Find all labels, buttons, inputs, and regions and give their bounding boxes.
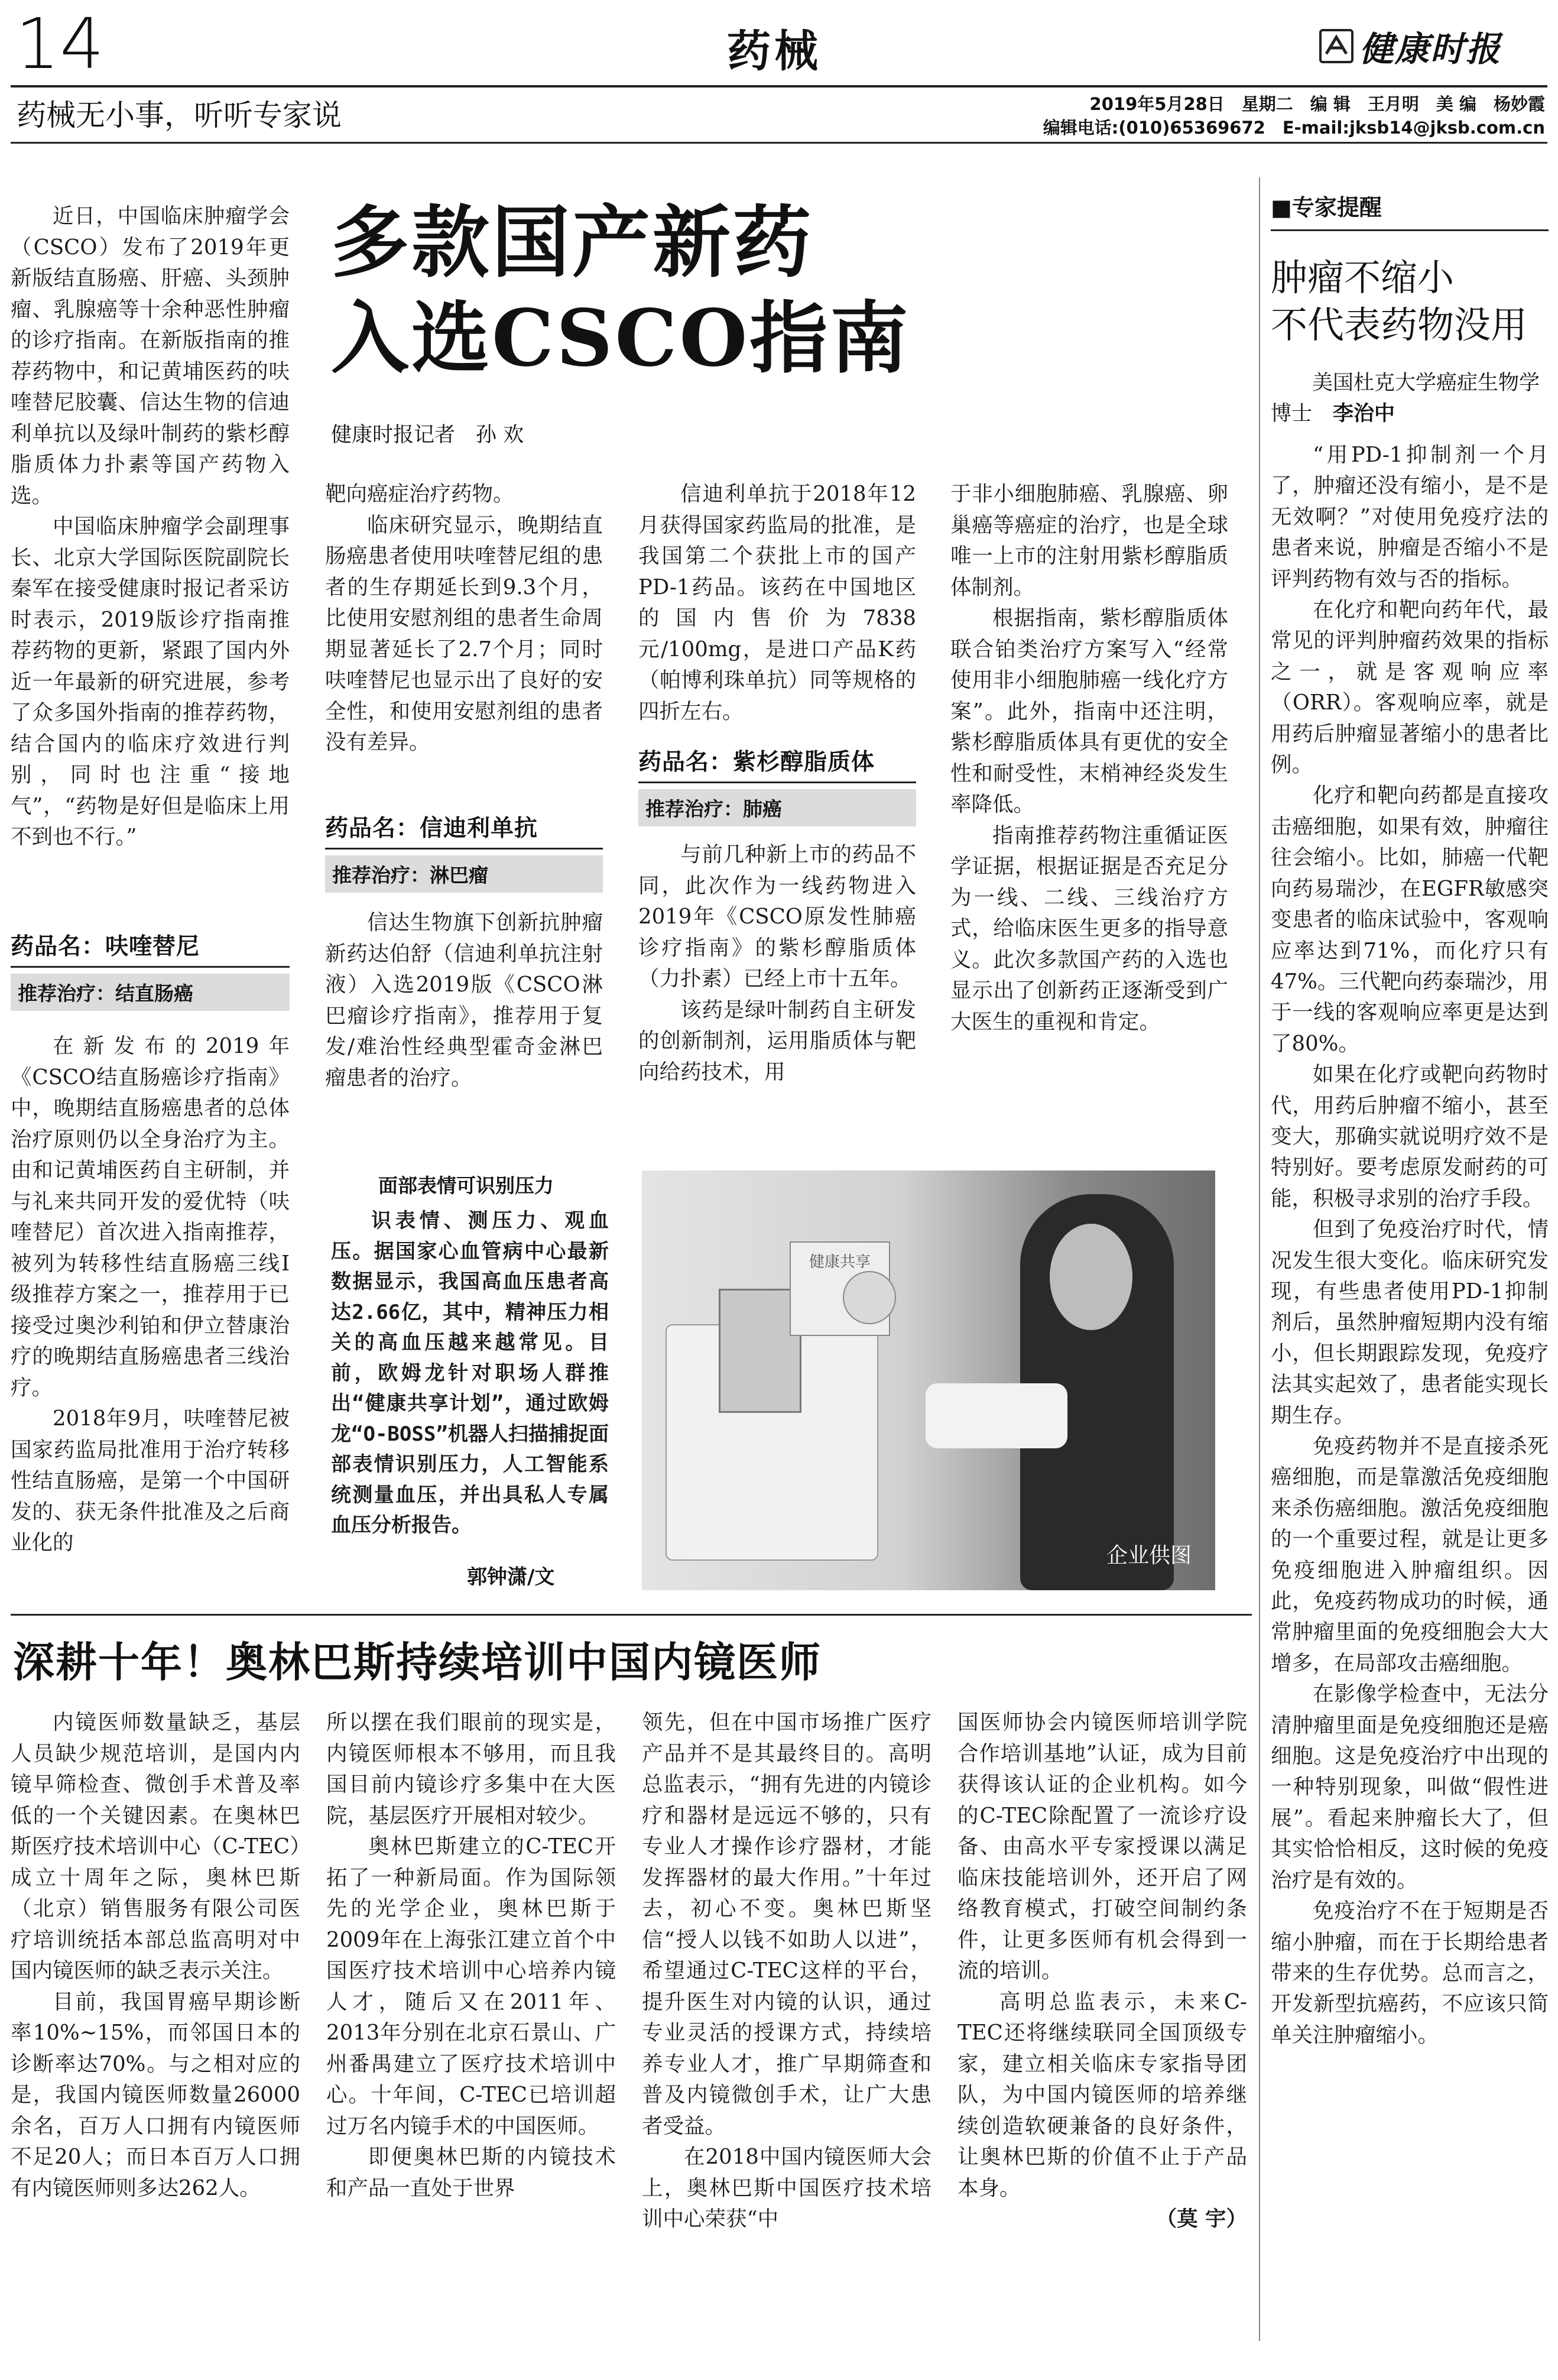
sidebar-p3: 化疗和靶向药都是直接攻击癌细胞，如果有效，肿瘤往往会缩小。比如，肺癌一代靶向药易瑞沙，在EGFR敏感突变患者的临床试验中，客观响应率达到71%，而化疗只有47%。三代靶向药泰瑞沙，用于一线的客观响应率更是达到了80%。	[1271, 783, 1549, 1056]
drug1-name: 药品名：呋喹替尼	[11, 928, 290, 968]
sidebar-p6: 免疫药物并不是直接杀死癌细胞，而是靠激活免疫细胞来杀伤癌细胞。激活免疫细胞的一个重要过程，就是让更多免疫细胞进入肿瘤组织。因此，免疫药物成功的时候，通常肿瘤里面的免疫细胞会大大增多，在局部攻击癌细胞。	[1271, 1434, 1549, 1675]
photo-robot	[843, 1271, 896, 1324]
a2-col2	[326, 1707, 616, 2346]
sidebar-author-name: 李治中	[1333, 402, 1395, 426]
subheader-rule	[11, 142, 1547, 144]
main-col3b	[638, 839, 916, 1135]
article2-top-rule	[11, 1614, 1252, 1616]
contact-line: 编辑电话:(010)65369672 E-mail:jksb14@jksb.com.cn	[1043, 118, 1545, 138]
page-number: 14	[15, 3, 105, 85]
main-col1-p2: 中国临床肿瘤学会副理事长、北京大学国际医院副院长秦军在接受健康时报记者采访时表示，2019版诊疗指南推荐药物的更新，紧跟了国内外近一年最新的研究进展，参考了众多国外指南的推荐药物，结合国内的临床疗效进行判别，同时也注重“接地气”，“药物是好但是临床上用不到也不行。”	[11, 514, 290, 849]
main-headline-line2: 入选CSCO指南	[331, 293, 911, 384]
photo-screen	[719, 1289, 801, 1413]
a2-author: （莫 宇）	[1155, 2207, 1247, 2231]
main-col1-p1: 近日，中国临床肿瘤学会（CSCO）发布了2019年更新版结直肠癌、肝癌、头颈肿瘤、乳腺癌等十余种恶性肿瘤的诊疗指南。在新版指南的推荐药物中，和记黄埔医药的呋喹替尼胶囊、信达生物的信迪利单抗以及绿叶制药的紫杉醇脂质体力扑素等国产药物入选。	[11, 204, 290, 508]
sidebar-title-line2: 不代表药物没用	[1271, 303, 1528, 346]
a2-col1	[11, 1707, 300, 2346]
brief-body	[331, 1206, 609, 1561]
main-col4-p3: 指南推荐药物注重循证医学证据，根据证据是否充足分为一线、二线、三线治疗方式，给临床医生更多的指导意义。此次多款国产药的入选也显示出了创新药正逐渐受到广大医生的重视和肯定。	[950, 823, 1228, 1034]
brief-author: 郭钟潇/文	[467, 1565, 555, 1589]
sidebar-section-label: ■专家提醒	[1271, 194, 1382, 221]
brief-title: 面部表情可识别压力	[378, 1174, 554, 1197]
paper-name: 健康时报	[1359, 29, 1502, 69]
sidebar-section-rule	[1271, 229, 1549, 231]
article2-headline: 深耕十年！奥林巴斯持续培训中国内镜医师	[13, 1638, 822, 1687]
a2-col2-p1: 所以摆在我们眼前的现实是，内镜医师根本不够用，而且我国目前内镜诊疗多集中在大医院，基层医疗开展相对较少。	[326, 1710, 616, 1828]
sidebar-p1: “用PD-1抑制剂一个月了，肿瘤还没有缩小，是不是无效啊？”对使用免疫疗法的患者来说，肿瘤是否缩小不是评判药物有效与否的指标。	[1271, 443, 1549, 591]
sidebar-author-affil: 美国杜克大学癌症生物学博士	[1271, 371, 1540, 426]
paper-logo	[1319, 21, 1501, 71]
drug3-tag	[638, 744, 916, 826]
drug2-name: 药品名：信迪利单抗	[325, 810, 603, 849]
main-col3b-p2: 该药是绿叶制药自主研发的创新制剂，运用脂质体与靶向给药技术，用	[638, 997, 916, 1084]
sidebar-body	[1271, 440, 1549, 2337]
a2-col2-p3: 即便奥林巴斯的内镜技术和产品一直处于世界	[326, 2145, 616, 2200]
main-col1b-p1: 在新发布的2019年《CSCO结直肠癌诊疗指南》中，晚期结直肠癌患者的总体治疗原则仍以全身治疗为主。由和记黄埔医药自主研制，并与礼来共同开发的爱优特（呋喹替尼）首次进入指南推荐，被列为转移性结直肠癌三线I级推荐方案之一，推荐用于已接受过奥沙利铂和伊立替康治疗的晚期结直肠癌患者三线治疗。	[11, 1034, 290, 1400]
sidebar-p5: 但到了免疫治疗时代，情况发生很大变化。临床研究发现，有些患者使用PD-1抑制剂后，虽然肿瘤短期内没有缩小，但长期跟踪发现，免疫疗法其实起效了，患者能实现长期生存。	[1271, 1217, 1549, 1428]
page-subtitle: 药械无小事，听听专家说	[17, 98, 342, 132]
photo-cuff	[926, 1383, 1067, 1448]
sidebar-title	[1271, 254, 1527, 349]
main-col3	[638, 479, 916, 739]
photo-face	[1050, 1224, 1132, 1330]
a2-col1-p2: 目前，我国胃癌早期诊断率10%~15%，而邻国日本的诊断率达70%。与之相对应的是，我国内镜医师数量26000余名，百万人口拥有内镜医师不足20人；而日本百万人口拥有内镜医师则多达262人。	[11, 1989, 300, 2200]
date-editor-line: 2019年5月28日 星期二 编 辑 王月明 美 编 杨妙霞	[1089, 94, 1545, 114]
photo-credit: 企业供图	[1106, 1544, 1192, 1568]
sidebar-title-line1: 肿瘤不缩小	[1271, 256, 1455, 299]
sidebar-p4: 如果在化疗或靶向药物时代，用药后肿瘤不缩小，甚至变大，那确实就说明疗效不是特别好。要考虑原发耐药的可能，积极寻求别的治疗手段。	[1271, 1062, 1549, 1211]
main-col1b-p2: 2018年9月，呋喹替尼被国家药监局批准用于治疗转移性结直肠癌，是第一个中国研发的、获无条件批准及之后商业化的	[11, 1406, 290, 1555]
main-col2b	[325, 907, 603, 1144]
sidebar-p7: 在影像学检查中，无法分清肿瘤里面是免疫细胞还是癌细胞。这是免疫治疗中出现的一种特别现象，叫做“假性进展”。看起来肿瘤长大了，但其实恰恰相反，这时候的免疫治疗是有效的。	[1271, 1682, 1549, 1892]
a2-col4	[957, 1707, 1247, 2346]
a2-col2-p2: 奥林巴斯建立的C-TEC开拓了一种新局面。作为国际领先的光学企业，奥林巴斯于2009年在上海张江建立首个中国医疗技术培训中心培养内镜人才，随后又在2011年、2013年分别在北京石景山、广州番禺建立了医疗技术培训中心。十年间，C-TEC已培训超过万名内镜手术的中国医师。	[326, 1834, 616, 2138]
main-col2	[325, 479, 603, 810]
drug3-indication: 推荐治疗：肺癌	[638, 789, 916, 826]
a2-col4-p1: 国医师协会内镜医师培训学院合作培训基地”认证，成为目前获得该认证的企业机构。如今的C-TEC除配置了一流诊疗设备、由高水平专家授课以满足临床技能培训外，还开启了网络教育模式，打破空间制约条件，让更多医师有机会得到一流的培训。	[957, 1710, 1247, 1983]
main-col1	[11, 201, 290, 904]
main-col2-p1: 靶向癌症治疗药物。	[325, 482, 514, 506]
photo-box-label: 健康共享	[809, 1253, 871, 1270]
main-col2b-p1: 信达生物旗下创新抗肿瘤新药达伯舒（信迪利单抗注射液）入选2019版《CSCO淋巴瘤诊疗指南》，推荐用于复发/难治性经典型霍奇金淋巴瘤患者的治疗。	[325, 910, 603, 1090]
drug1-tag	[11, 928, 290, 1011]
a2-col3-p2: 在2018中国内镜医师大会上，奥林巴斯中国医疗技术培训中心荣获“中	[642, 2145, 931, 2231]
main-headline-line1: 多款国产新药	[331, 197, 813, 288]
sidebar-p2: 在化疗和靶向药年代，最常见的评判肿瘤药效果的指标之一，就是客观响应率（ORR）。客观响应率，就是用药后肿瘤显著缩小的患者比例。	[1271, 598, 1549, 777]
main-col2-p2: 临床研究显示，晚期结直肠癌患者使用呋喹替尼组的患者的生存期延长到9.3个月，比使用安慰剂组的患者生命周期显著延长了2.7个月；同时呋喹替尼也显示出了良好的安全性，和使用安慰剂组的患者没有差异。	[325, 513, 603, 754]
a2-col3	[642, 1707, 931, 2346]
main-byline: 健康时报记者 孙 欢	[331, 423, 524, 447]
sidebar-divider	[1259, 177, 1260, 2341]
product-photo	[642, 1170, 1215, 1590]
sidebar-p8: 免疫治疗不在于短期是否缩小肿瘤，而在于长期给患者带来的生存优势。总而言之，开发新型抗癌药，不应该只简单关注肿瘤缩小。	[1271, 1899, 1549, 2047]
drug1-indication: 推荐治疗：结直肠癌	[11, 974, 290, 1011]
main-col3-p1: 信迪利单抗于2018年12月获得国家药监局的批准，是我国第二个获批上市的国产PD-1药品。该药在中国地区的国内售价为7838元/100mg，是进口产品K药（帕博利珠单抗）同等规格的四折左右。	[638, 482, 916, 724]
masthead-rule	[11, 85, 1547, 87]
main-col3b-p1: 与前几种新上市的药品不同，此次作为一线药物进入2019年《CSCO原发性肺癌诊疗指南》的紫杉醇脂质体（力扑素）已经上市十五年。	[638, 842, 916, 991]
main-col4	[950, 479, 1228, 1144]
a2-col3-p1: 领先，但在中国市场推广医疗产品并不是其最终目的。高明总监表示，“拥有先进的内镜诊疗和器材是远远不够的，只有专业人才操作诊疗器材，才能发挥器材的最大作用。”十年过去，初心不变。奥林巴斯坚信“授人以钱不如助人以进”，希望通过C-TEC这样的平台，提升医生对内镜的认识，通过专业灵活的授课方式，持续培养专业人才，推广早期筛查和普及内镜微创手术，让广大患者受益。	[642, 1710, 931, 2138]
main-headline	[331, 195, 910, 387]
section-name: 药械	[727, 26, 822, 77]
drug2-indication: 推荐治疗：淋巴瘤	[325, 855, 603, 893]
a2-col1-p1: 内镜医师数量缺乏，基层人员缺少规范培训，是国内内镜早筛检查、微创手术普及率低的一个关键因素。在奥林巴斯医疗技术培训中心（C-TEC）成立十周年之际，奥林巴斯（北京）销售服务有限公司医疗培训统括本部总监高明对中国内镜医师的缺乏表示关注。	[11, 1710, 300, 1983]
drug2-tag	[325, 810, 603, 893]
logo-mark-icon	[1319, 29, 1353, 63]
main-col4-p1: 于非小细胞肺癌、乳腺癌、卵巢癌等癌症的治疗，也是全球唯一上市的注射用紫杉醇脂质体制剂。	[950, 482, 1228, 599]
a2-col4-p2: 高明总监表示，未来C-TEC还将继续联同全国顶级专家，建立相关临床专家指导团队，为中国内镜医师的培养继续创造软硬兼备的良好条件，让奥林巴斯的价值不止于产品本身。	[957, 1989, 1247, 2200]
sidebar-author	[1271, 368, 1549, 429]
brief-body-text: 识表情、测压力、观血压。据国家心血管病中心最新数据显示，我国高血压患者高达2.66亿，其中，精神压力相关的高血压越来越常见。目前，欧姆龙针对职场人群推出“健康共享计划”，通过欧姆龙“O-BOSS”机器人扫描捕捉面部表情识别压力，人工智能系统测量血压，并出具私人专属血压分析报告。	[331, 1209, 609, 1537]
main-col4-p2: 根据指南，紫杉醇脂质体联合铂类治疗方案写入“经常使用非小细胞肺癌一线化疗方案”。此外，指南中还注明，紫杉醇脂质体具有更优的安全性和耐受性，末梢神经炎发生率降低。	[950, 606, 1228, 816]
drug3-name: 药品名：紫杉醇脂质体	[638, 744, 916, 783]
main-col1b	[11, 1031, 290, 1575]
